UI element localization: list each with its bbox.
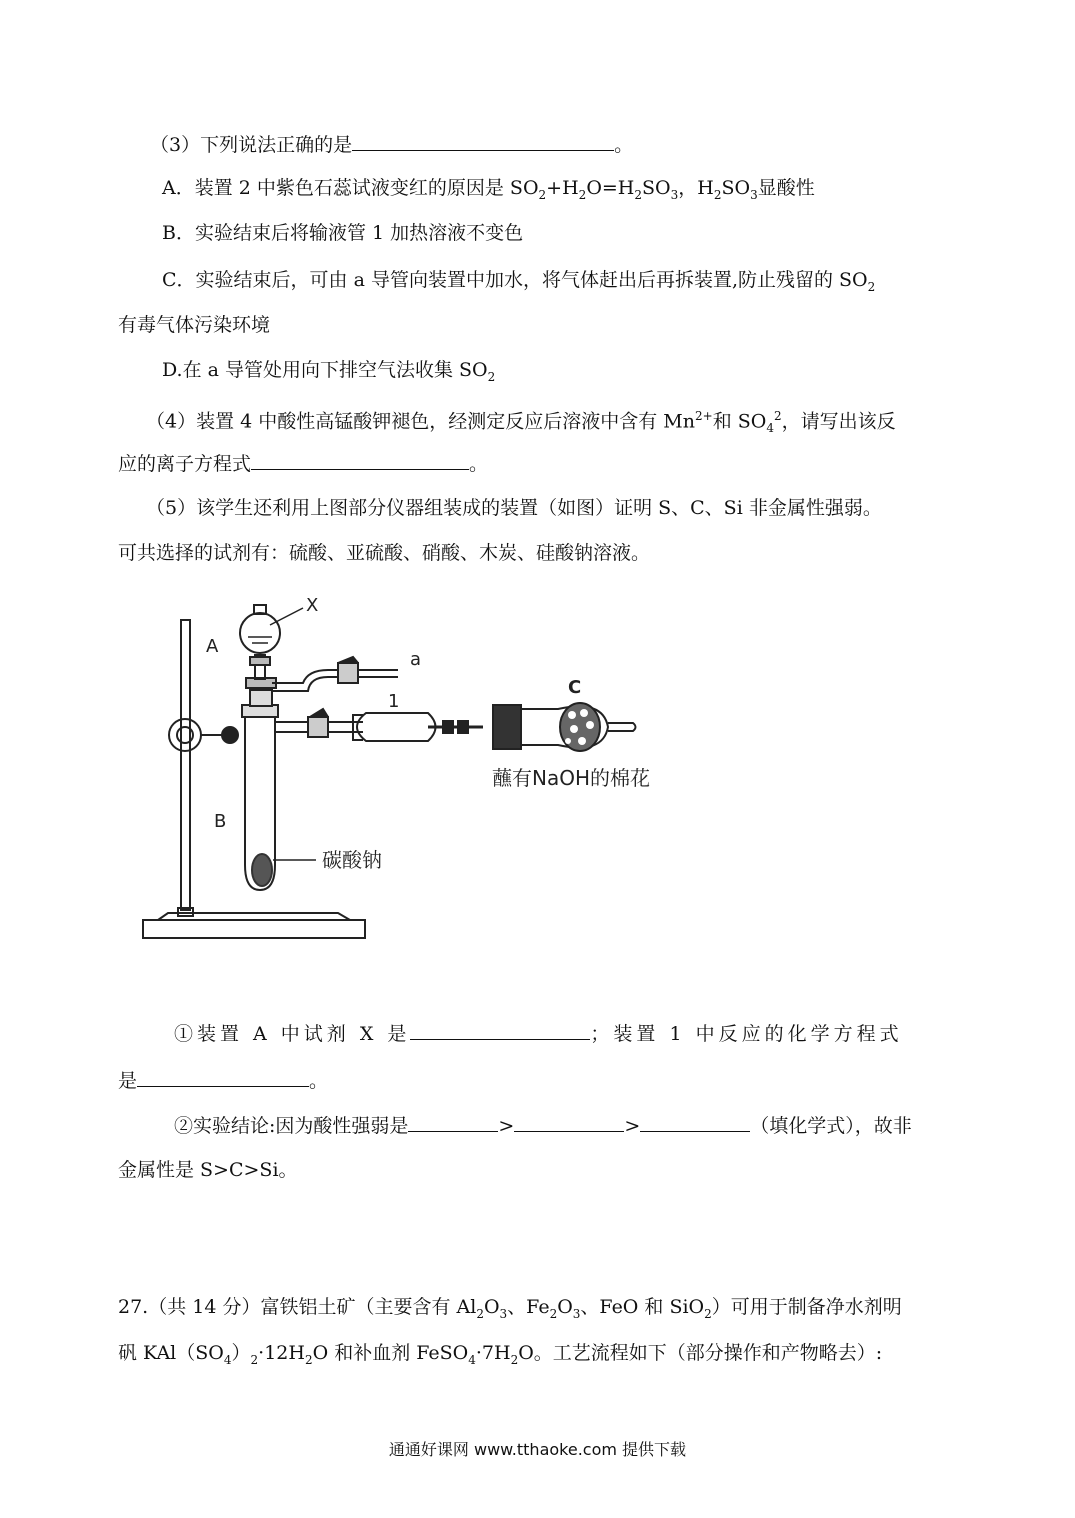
q3-option-a-text: SO (721, 177, 751, 199)
sodium-carbonate-solid (252, 854, 272, 886)
q4-text: （4）装置 4 中酸性高锰酸钾褪色，经测定反应后溶液中含有 Mn (146, 410, 695, 433)
q3-option-c-line1 (162, 268, 875, 299)
q4-answer-blank[interactable] (251, 451, 469, 470)
q27-line1 (118, 1295, 902, 1326)
q5-sub2-line1 (174, 1113, 912, 1138)
q5-sub1-text: ①装置 A 中试剂 X 是 (174, 1023, 411, 1045)
valve-1-handle[interactable] (310, 709, 328, 717)
q3-option-a-text: 显酸性 (757, 177, 815, 199)
q3-option-b: B．实验结束后将输液管 1 加热溶液不变色 (162, 222, 524, 244)
q5-line2: 可共选择的试剂有：硫酸、亚硫酸、硝酸、木炭、硅酸钠溶液。 (118, 542, 651, 564)
q4-text: 和 SO (712, 410, 767, 433)
label-x: X (306, 595, 319, 616)
stand-rod (181, 620, 190, 910)
q3-option-d (162, 358, 495, 389)
acid-blank-3[interactable] (640, 1113, 750, 1132)
q3-option-a-text: O=H (586, 177, 635, 199)
label-outlet-a: a (410, 649, 422, 670)
label-b: B (214, 811, 227, 832)
funnel-liquid (248, 637, 272, 643)
q4-text: 。 (469, 453, 489, 475)
superscript: 2 (773, 409, 782, 423)
tube-c-outlet (608, 723, 636, 731)
q27-text: ）可用于制备净水剂明 (711, 1296, 902, 1318)
subscript: 2 (713, 187, 722, 202)
q5-sub1-line1 (174, 1021, 903, 1046)
subscript: 3 (670, 187, 679, 202)
q27-text: ·7H (475, 1342, 511, 1364)
subscript: 2 (538, 187, 547, 202)
subscript: 3 (572, 1306, 581, 1321)
connector-joint (458, 721, 468, 733)
q3-option-a (162, 176, 815, 207)
connector-joint (443, 721, 453, 733)
q5-sub2-text: ②实验结论:因为酸性强弱是 (174, 1115, 409, 1137)
q27-text: 矾 KAl（SO (118, 1342, 224, 1364)
q4-line2 (118, 451, 488, 476)
subscript: 2 (634, 187, 643, 202)
funnel-stopcock (250, 657, 270, 665)
q27-text: O (557, 1296, 573, 1318)
subscript: 2 (510, 1352, 519, 1367)
q3-option-a-text: +H (546, 177, 579, 199)
acid-blank-1[interactable] (408, 1113, 498, 1132)
subscript: 3 (750, 187, 758, 202)
superscript: 2+ (695, 409, 713, 423)
q5-sub1-reagent-blank[interactable] (410, 1021, 590, 1040)
subscript: 2 (250, 1352, 259, 1367)
q5-sub1-text: ；装置 1 中反应的化学方程式 (590, 1023, 903, 1045)
label-sodium-carbonate: 碳酸钠 (322, 848, 382, 872)
subscript: 2 (867, 279, 876, 294)
label-tube-1: 1 (388, 691, 400, 712)
apparatus-diagram (138, 595, 698, 950)
q27-text: ） (231, 1342, 251, 1364)
label-a-funnel: A (206, 636, 219, 657)
q27-text: O 和补血剂 FeSO (312, 1342, 469, 1364)
q3-answer-blank[interactable] (352, 132, 614, 151)
q27-text: 27.（共 14 分）富铁铝土矿（主要含有 Al (118, 1296, 477, 1318)
valve-a-handle[interactable] (338, 657, 358, 663)
greater-than: > (498, 1115, 515, 1137)
clamp-jaw (222, 727, 238, 743)
q3-option-d-text: D.在 a 导管处用向下排空气法收集 SO (162, 359, 488, 381)
q3-stem (150, 132, 633, 157)
q3-option-c-line2: 有毒气体污染环境 (118, 314, 271, 336)
q5-sub1-text: 。 (309, 1070, 329, 1092)
subscript: 2 (476, 1306, 484, 1321)
q5-sub2-line2: 金属性是 S>C>Si。 (118, 1159, 298, 1181)
q4-line1 (146, 404, 896, 440)
subscript: 2 (704, 1306, 712, 1321)
page-footer: 通通好课网 www.tthaoke.com 提供下载 (388, 1440, 687, 1459)
stand-base (143, 920, 365, 938)
separatory-funnel-a (240, 613, 280, 653)
q5-sub1-line2 (118, 1068, 328, 1093)
q3-option-c-text: C．实验结束后，可由 a 导管向装置中加水，将气体赶出后再拆装置,防止残留的 SO (162, 269, 868, 291)
q27-text: O (483, 1296, 500, 1318)
subscript: 4 (766, 421, 774, 436)
subscript: 4 (468, 1352, 476, 1367)
q5-line1: （5）该学生还利用上图部分仪器组装成的装置（如图）证明 S、C、Si 非金属性强弱。 (146, 497, 882, 519)
q27-text: ·12H (258, 1342, 305, 1364)
q4-text: ，请写出该反 (781, 410, 896, 433)
acid-blank-2[interactable] (514, 1113, 624, 1132)
q5-sub2-text: （填化学式），故非 (750, 1115, 912, 1137)
q27-line2 (118, 1341, 882, 1372)
q3-stem-end: 。 (614, 134, 634, 156)
label-leader-x (270, 608, 303, 625)
greater-than: > (624, 1115, 641, 1137)
subscript: 2 (549, 1306, 558, 1321)
label-c: C (568, 677, 582, 698)
subscript: 4 (223, 1352, 232, 1367)
q27-text: 、Fe (507, 1296, 550, 1318)
q3-option-a-text: A．装置 2 中紫色石蕊试液变红的原因是 SO (162, 177, 539, 199)
q3-option-a-text: ，H (678, 177, 714, 199)
q3-stem-text: （3）下列说法正确的是 (150, 134, 353, 156)
q5-sub1-text: 是 (118, 1070, 138, 1092)
q3-option-a-text: SO (642, 177, 671, 199)
label-naoh-cotton: 蘸有NaOH的棉花 (492, 766, 650, 790)
q4-text: 应的离子方程式 (118, 453, 252, 475)
clamp-boss (169, 719, 201, 751)
q27-text: O。工艺流程如下（部分操作和产物略去）: (518, 1342, 883, 1364)
q27-text: 、FeO 和 SiO (580, 1296, 705, 1318)
valve-1[interactable] (308, 717, 328, 737)
subscript: 2 (578, 187, 587, 202)
subscript: 2 (487, 369, 496, 384)
tube-c-stopper (493, 705, 521, 749)
upper-joint (250, 690, 272, 706)
subscript: 3 (499, 1306, 508, 1321)
tube-1 (357, 713, 436, 741)
valve-a[interactable] (338, 663, 358, 683)
q5-sub1-equation-blank[interactable] (137, 1068, 309, 1087)
subscript: 2 (304, 1352, 313, 1367)
